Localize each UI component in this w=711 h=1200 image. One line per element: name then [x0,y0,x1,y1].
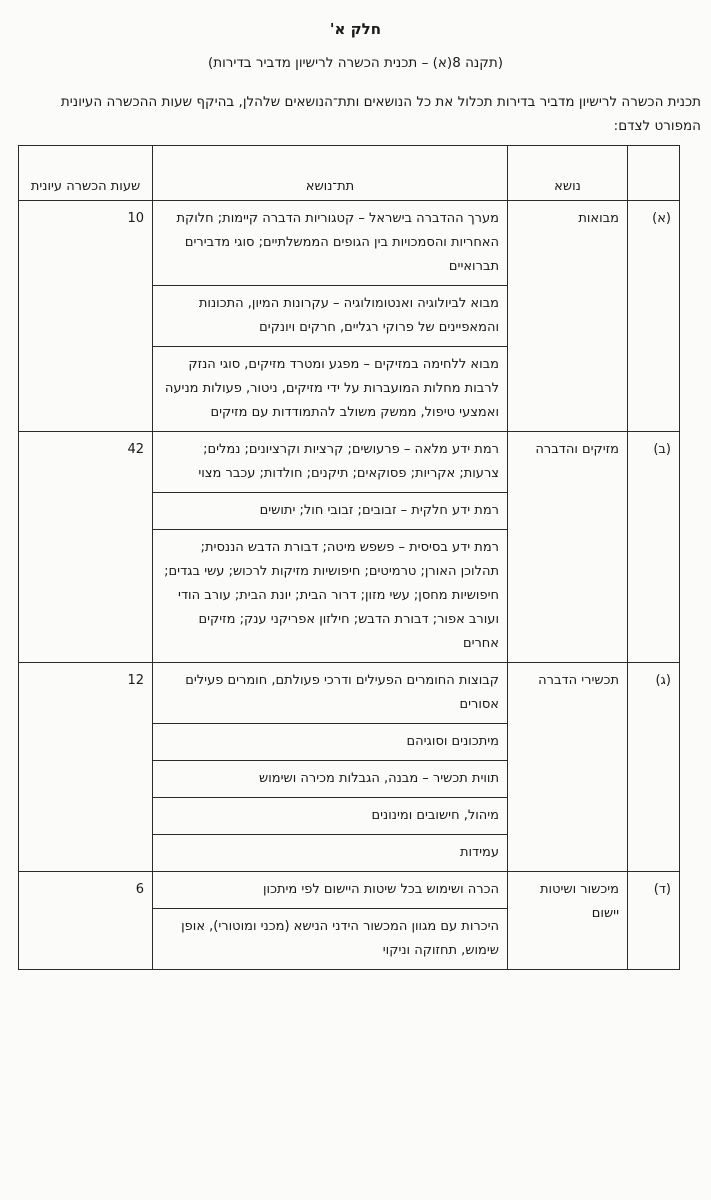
table-row [19,201,680,286]
section-index: (א) [628,201,680,432]
header-hours: שעות הכשרה עיונית [19,146,153,201]
section-topic: מיכשור ושיטות יישום [508,872,628,970]
subtopic-cell: מיהול, חישובים ומינונים [153,798,508,835]
section-hours: 6 [19,872,153,970]
page-subtitle: (תקנה 8(א) – תכנית הכשרה לרישיון מדביר בדירות) [207,55,504,71]
subtopic-cell: מבוא ללחימה במזיקים – מפגע ומטרד מזיקים, סוגי הנזק לרבות מחלות המועברות על ידי מזיקים, ניטור, פעולות מניעה ואמצעי טיפול, ממשק משולב להתמודדות עם מזיקים [153,347,508,432]
page-title: חלק א' [329,20,382,38]
section-hours: 10 [19,201,153,432]
subtopic-cell: רמת ידע בסיסית – פשפש מיטה; דבורת הדבש הננסית; תהלוכן האורן; טרמיטים; חיפושיות מזיקות לרכוש; עשי בגדים; חיפושיות מחסן; עשי מזון; דרור הבית; יונת הבית; עורב הודי ועורב אפור; דבורת הדבש; חילזון אפריקני ענק; מזיקים אחרים [153,530,508,663]
section-topic: מזיקים והדברה [508,432,628,663]
section-topic: תכשירי הדברה [508,663,628,872]
table-row [19,663,680,724]
section-index: (ג) [628,663,680,872]
subtopic-cell: קבוצות החומרים הפעילים ודרכי פעולתם, חומרים פעילים אסורים [153,663,508,724]
header-topic: נושא [508,146,628,201]
table-row [19,872,680,909]
subtopic-cell: רמת ידע חלקית – זבובים; זבובי חול; יתושים [153,493,508,530]
table-header-row [19,146,680,201]
table-body [19,201,680,970]
subtopic-cell: מבוא לביולוגיה ואנטומולוגיה – עקרונות המיון, התכונות והמאפיינים של פרוקי רגליים, חרקים ויונקים [153,286,508,347]
table-row [19,432,680,493]
intro-paragraph: תכנית הכשרה לרישיון מדביר בדירות תכלול את כל הנושאים ותת־הנושאים שלהלן, בהיקף שעות ההכשרה העיונית המפורט לצדם: [60,94,701,134]
section-hours: 42 [19,432,153,663]
subtopic-cell: מיתכונים וסוגיהם [153,724,508,761]
subtopic-cell: הכרה ושימוש בכל שיטות היישום לפי מיתכון [153,872,508,909]
subtopic-cell: עמידות [153,835,508,872]
section-index: (ב) [628,432,680,663]
training-hours-table [18,145,680,970]
subtopic-cell: רמת ידע מלאה – פרעושים; קרציות וקרציונים; נמלים; צרעות; אקריות; פסוקאים; תיקנים; חולדות; עכבר מצוי [153,432,508,493]
header-subtopic: תת־נושא [153,146,508,201]
section-hours: 12 [19,663,153,872]
subtopic-cell: תווית תכשיר – מבנה, הגבלות מכירה ושימוש [153,761,508,798]
subtopic-cell: היכרות עם מגוון המכשור הידני הנישא (מכני ומוטורי), אופן שימוש, תחזוקה וניקוי [153,909,508,970]
header-index [628,146,680,201]
subtopic-cell: מערך ההדברה בישראל – קטגוריות הדברה קיימות; חלוקת האחריות והסמכויות בין הגופים הממשלתיים; סוגי מדבירים תברואיים [153,201,508,286]
section-topic: מבואות [508,201,628,432]
section-index: (ד) [628,872,680,970]
